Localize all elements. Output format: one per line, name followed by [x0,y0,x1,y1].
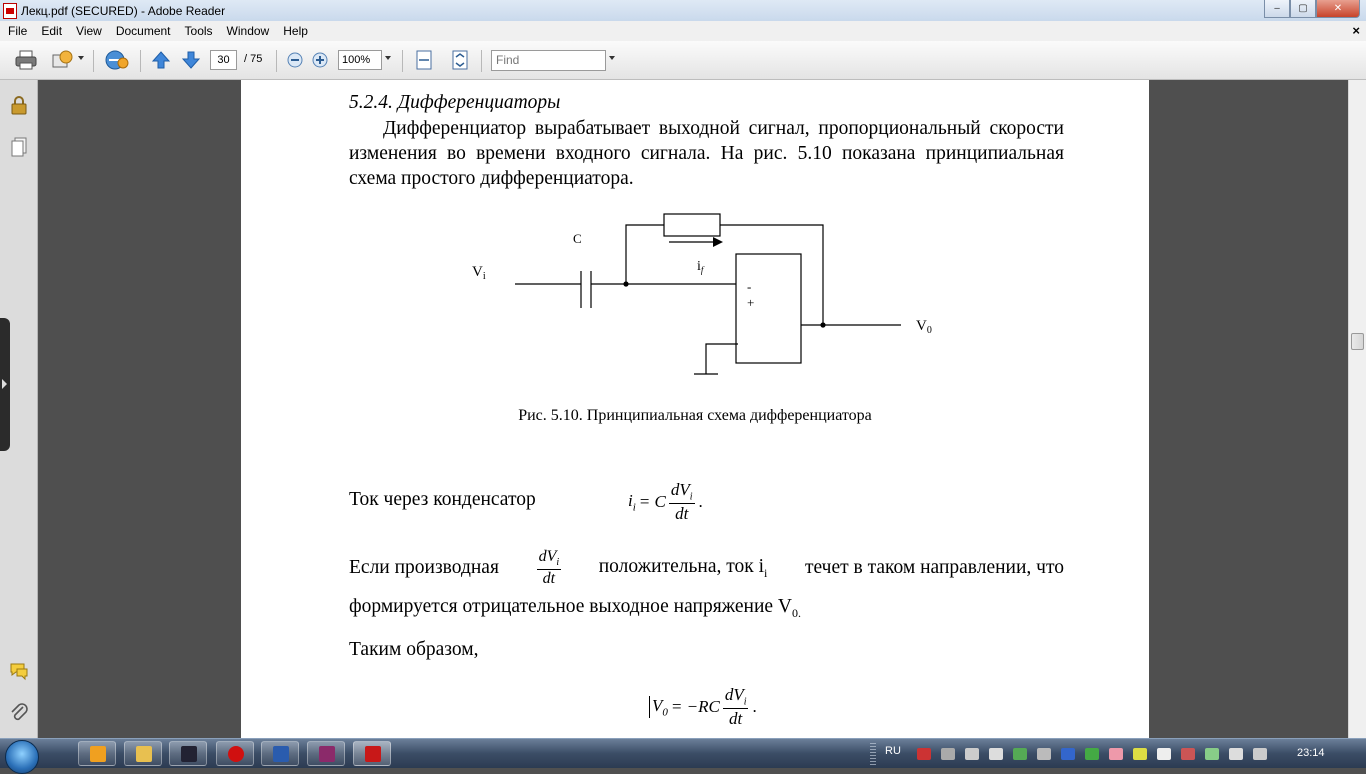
security-lock-icon[interactable] [9,94,29,116]
taskbar [0,738,1366,768]
formula2-lhs: $V_0$ [652,695,668,719]
scrollbar-thumb[interactable] [1351,333,1364,350]
pages-icon[interactable] [9,136,29,158]
maximize-button[interactable]: ▢ [1290,0,1316,18]
intro-paragraph: Дифференциатор вырабатывает выходной сигнал, пропорциональный скорости изменения во времени входного сигнала. На рис. 5.10 показана принципиальная схема простого дифференциатора. [349,118,1064,189]
text-cursor [649,696,650,718]
toolbar-separator [140,50,141,72]
label-output-voltage: $V_0$ [916,318,932,336]
pen-icon [181,746,197,762]
menu-view[interactable]: View [76,24,102,38]
adobe-pdf-icon [3,3,17,19]
zoom-level-input[interactable]: 100% [338,50,382,70]
tray-icon-14[interactable] [1229,748,1243,760]
label-input-voltage: $V_i$ [472,264,486,282]
menu-edit[interactable]: Edit [41,24,63,38]
minimize-button[interactable]: ‒ [1264,0,1290,18]
share-icon[interactable] [50,49,74,71]
tray-icon-5[interactable] [1013,748,1027,760]
current-arrow-head [713,237,723,247]
toolbar [0,41,1366,80]
para2-fraction: $dV_i$ dt [538,548,560,587]
formula1-lhs: $i_i$ [628,490,636,514]
fit-page-icon[interactable] [450,49,470,71]
label-capacitor: C [573,231,582,246]
adobe-reader-icon [365,746,381,762]
op-amp-body [736,254,801,363]
tray-icon-7[interactable] [1061,748,1075,760]
toolbar-separator [93,50,94,72]
taskbar-adobe-reader[interactable] [353,741,391,766]
section-heading: 5.2.4. Дифференциаторы [349,92,561,113]
junction-node-output [820,322,825,327]
media-player-icon [90,746,106,762]
zoom-in-icon[interactable] [311,49,329,71]
tray-grip [870,743,876,765]
opera-icon [228,746,244,762]
feedback-wire-left [626,225,664,284]
language-indicator[interactable]: RU [885,745,901,757]
system-clock[interactable]: 23:14 [1297,747,1325,759]
document-viewer [39,80,1348,738]
differentiator-circuit [241,200,1149,390]
output-voltage-formula: $V_0$ = −RC $dV_i$ dt . [649,684,757,730]
feedback-resistor [664,214,720,236]
zoom-out-icon[interactable] [286,49,304,71]
tray-icon-13[interactable] [1205,748,1219,760]
tray-icon-10[interactable] [1133,748,1147,760]
thus-label: Таким образом, [349,639,479,660]
window-title: Лекц.pdf (SECURED) - Adobe Reader [21,3,226,18]
junction-node-input [623,281,628,286]
menu-bar [0,21,1366,41]
menu-tools[interactable]: Tools [184,24,213,38]
comments-icon[interactable] [9,660,29,682]
ground-wire [706,344,738,374]
word-icon [273,746,289,762]
menu-document[interactable]: Document [115,24,171,38]
tray-icon-1[interactable] [917,748,931,760]
close-button[interactable]: ✕ [1316,0,1360,18]
collaborate-icon[interactable] [104,49,130,71]
attachments-icon[interactable] [9,702,29,724]
previous-page-icon[interactable] [150,49,172,71]
formula1-fraction: $dV_i$ dt [670,480,693,523]
share-dropdown-icon[interactable] [78,56,84,60]
tray-icon-6[interactable] [1037,748,1051,760]
taskbar-media-player[interactable] [78,741,116,766]
tray-icon-3[interactable] [965,748,979,760]
zoom-dropdown-icon[interactable] [385,56,391,60]
derivative-paragraph-line1: Если производная $dV_i$ dt положительна, ток $i_i$ течет в таком направлении, что [349,548,1064,587]
page-number-input[interactable]: 30 [210,50,237,70]
tray-icon-4[interactable] [989,748,1003,760]
formula2-eq: = −RC [670,697,720,716]
current-label: Ток через конденсатор [349,489,536,510]
toolbar-separator [276,50,277,72]
page-total: / 75 [244,53,263,65]
derivative-paragraph-line2: формируется отрицательное выходное напряжение $V_{0.}$ [349,596,802,620]
window-controls [1264,0,1360,18]
toolbar-separator [402,50,403,72]
capacitor-current-formula: $i_i$ = C $dV_i$ dt . [628,480,703,523]
taskbar-opera[interactable] [216,741,254,766]
archive-icon [319,746,335,762]
menu-file[interactable]: File [8,24,28,38]
label-feedback-current: $i_f$ [697,259,704,275]
next-page-icon[interactable] [180,49,202,71]
figure-caption: Рис. 5.10. Принципиальная схема дифференциатора [518,407,872,424]
print-icon[interactable] [14,49,38,71]
folder-icon [136,746,152,762]
fit-width-icon[interactable] [414,49,434,71]
pdf-page [241,80,1149,738]
taskbar-word[interactable] [261,741,299,766]
vertical-scrollbar[interactable] [1348,80,1366,738]
network-icon[interactable] [1157,748,1171,760]
label-inverting-input: - [747,279,752,294]
start-button[interactable] [5,740,39,774]
tray-icon-12[interactable] [1181,748,1195,760]
menu-help[interactable]: Help [283,24,308,38]
title-bar [0,0,1366,21]
find-dropdown-icon[interactable] [609,56,615,60]
label-noninverting-input: + [747,295,755,310]
close-document-button[interactable]: × [1352,23,1360,38]
toolbar-separator [481,50,482,72]
formula1-eq: = C [638,492,666,511]
panel-toggle-handle[interactable] [0,318,10,451]
formula2-fraction: $dV_i$ dt [724,685,747,728]
tray-icon-9[interactable] [1109,748,1123,760]
find-input[interactable]: Find [491,50,606,71]
taskbar-explorer[interactable] [124,741,162,766]
menu-window[interactable]: Window [226,24,270,38]
volume-icon[interactable] [1253,748,1267,760]
tray-icon-8[interactable] [1085,748,1099,760]
taskbar-app-pen[interactable] [169,741,207,766]
taskbar-winrar[interactable] [307,741,345,766]
tray-icon-2[interactable] [941,748,955,760]
